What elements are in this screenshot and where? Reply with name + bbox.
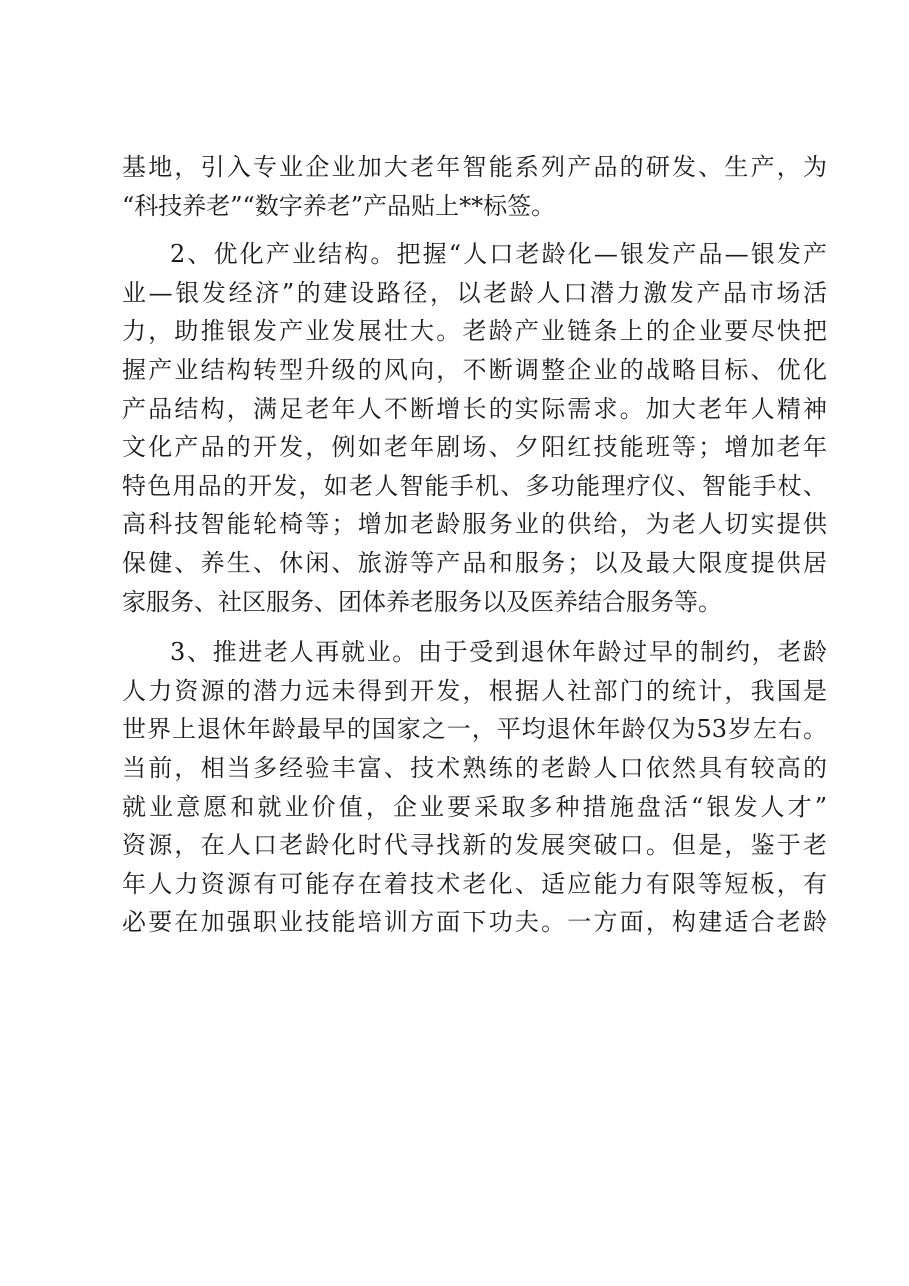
paragraph-p2 xyxy=(122,235,827,621)
text-line: 资源，在人口老龄化时代寻找新的发展突破口。但是，鉴于老 xyxy=(122,831,827,860)
text-line: 家服务、社区服务、团体养老服务以及医养结合服务等。 xyxy=(122,587,722,616)
text-line: 高科技智能轮椅等；增加老龄服务业的供给，为老人切实提供 xyxy=(122,510,827,539)
text-line: 就业意愿和就业价值，企业要采取多种措施盘活“银发人才” xyxy=(122,792,827,821)
text-line: 世界上退休年龄最早的国家之一，平均退休年龄仅为53岁左右。 xyxy=(122,715,827,744)
text-line: 人力资源的潜力远未得到开发，根据人社部门的统计，我国是 xyxy=(122,676,827,705)
text-line: 基地，引入专业企业加大老年智能系列产品的研发、生产，为 xyxy=(122,153,827,181)
text-line: 必要在加强职业技能培训方面下功夫。一方面，构建适合老龄 xyxy=(122,908,827,937)
text-line: “科技养老”“数字养老”产品贴上**标签。 xyxy=(122,191,556,220)
text-line: 握产业结构转型升级的风向，不断调整企业的战略目标、优化 xyxy=(122,355,827,384)
paragraph-p1 xyxy=(122,148,827,225)
text-line: 产品结构，满足老年人不断增长的实际需求。加大老年人精神 xyxy=(122,394,827,423)
text-line: 2、优化产业结构。把握“人口老龄化—银发产品—银发产 xyxy=(170,240,827,269)
text-line: 当前，相当多经验丰富、技术熟练的老龄人口依然具有较高的 xyxy=(122,753,827,782)
text-line: 特色用品的开发，如老人智能手机、多功能理疗仪、智能手杖、 xyxy=(122,471,827,500)
body-text xyxy=(122,148,827,942)
text-line: 年人力资源有可能存在着技术老化、适应能力有限等短板，有 xyxy=(122,869,827,898)
text-line: 业—银发经济”的建设路径，以老龄人口潜力激发产品市场活 xyxy=(122,278,827,307)
paragraph-p3 xyxy=(122,633,827,942)
text-line: 力，助推银发产业发展壮大。老龄产业链条上的企业要尽快把 xyxy=(122,317,827,346)
text-line: 文化产品的开发，例如老年剧场、夕阳红技能班等；增加老年 xyxy=(122,433,827,462)
text-line: 保健、养生、休闲、旅游等产品和服务；以及最大限度提供居 xyxy=(122,548,827,577)
text-line: 3、推进老人再就业。由于受到退休年龄过早的制约，老龄 xyxy=(170,638,827,667)
